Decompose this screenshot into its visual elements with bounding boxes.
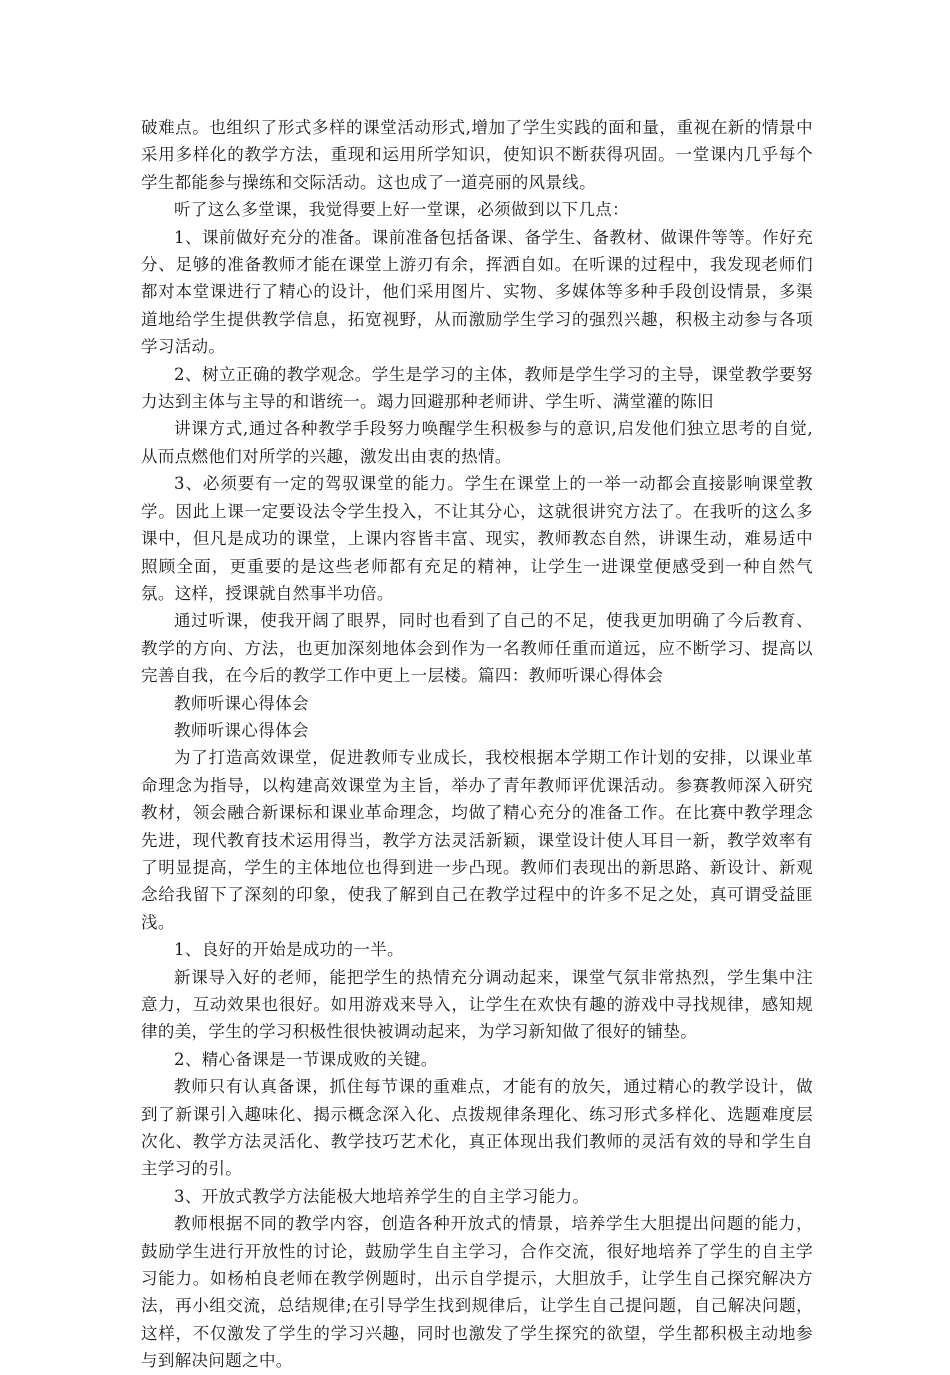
point-heading-1: 1、良好的开始是成功的一半。 xyxy=(174,940,404,960)
paragraph-point-2-cont: 讲课方式,通过各种教学手段努力唤醒学生积极参与的意识,启发他们独立思考的自觉,从而点燃他们对所学的兴趣，激发出由衷的热情。 xyxy=(141,419,813,466)
paragraph-point-2: 2、树立正确的教学观念。学生是学习的主体，教师是学生学习的主导，课堂教学要努力达到主体与主导的和谐统一。竭力回避那种老师讲、学生听、满堂灌的陈旧 xyxy=(141,364,813,412)
paragraph-intro-points: 听了这么多堂课，我觉得要上好一堂课，必须做到以下几点： xyxy=(174,200,629,220)
point-heading-2: 2、精心备课是一节课成败的关键。 xyxy=(174,1049,438,1069)
paragraph-point-1-body: 新课导入好的老师，能把学生的热情充分调动起来，课堂气氛非常热烈，学生集中注意力，互动效果也很好。如用游戏来导入，让学生在欢快有趣的游戏中寻找规律，感知规律的美，学生的学习积极性很快被调动起来，为学习新知做了很好的铺垫。 xyxy=(141,967,813,1042)
paragraph-point-1: 1、课前做好充分的准备。课前准备包括备课、备学生、备教材、做课件等等。作好充分、足够的准备教师才能在课堂上游刃有余，挥洒自如。在听课的过程中，我发现老师们都对本堂课进行了精心的设计，他们采用图片、实物、多媒体等多种手段创设情景，多渠道地给学生提供教学信息，拓宽视野，从而激励学生学习的强烈兴趣，积极主动参与各项学习活动。 xyxy=(141,227,813,357)
paragraph-continuation: 破难点。也组织了形式多样的课堂活动形式,增加了学生实践的面和量，重视在新的情景中采用多样化的教学方法，重现和运用所学知识，使知识不断获得巩固。一堂课内几乎每个学生都能参与操练和交际活动。这也成了一道亮丽的风景线。 xyxy=(141,118,813,192)
paragraph-conclusion: 通过听课，使我开阔了眼界，同时也看到了自己的不足，使我更加明确了今后教育、教学的方向、方法，也更加深刻地体会到作为一名教师任重而道远，应不断学习、提高以完善自我，在今后的教学工作中更上一层楼。篇四：教师听课心得体会 xyxy=(141,611,813,686)
section-title: 教师听课心得体会 xyxy=(174,693,309,713)
section-subtitle: 教师听课心得体会 xyxy=(174,720,309,740)
paragraph-point-3: 3、必须要有一定的驾驭课堂的能力。学生在课堂上的一举一动都会直接影响课堂教学。因此上课一定要设法令学生投入，不让其分心，这就很讲究方法了。在我听的这么多课中，但凡是成功的课堂，上课内容皆丰富、现实，教师教态自然，讲课生动，难易适中照顾全面，更重要的是这些老师都有充足的精神，让学生一进课堂便感受到一种自然气氛。这样，授课就自然事半功倍。 xyxy=(141,474,813,603)
paragraph-background: 为了打造高效课堂，促进教师专业成长，我校根据本学期工作计划的安排，以课业革命理念为指导，以构建高效课堂为主旨，举办了青年教师评优课活动。参赛教师深入研究教材，领会融合新课标和课业革命理念，均做了精心充分的准备工作。在比赛中教学理念先进，现代教育技术运用得当，教学方法灵活新颖，课堂设计使人耳目一新，教学效率有了明显提高，学生的主体地位也得到进一步凸现。教师们表现出的新思路、新设计、新观念给我留下了深刻的印象，使我了解到自己在教学过程中的许多不足之处，真可谓受益匪浅。 xyxy=(141,748,813,932)
paragraph-point-2-body: 教师只有认真备课，抓住每节课的重难点，才能有的放矢，通过精心的教学设计，做到了新课引入趣味化、揭示概念深入化、点拨规律条理化、练习形式多样化、选题难度层次化、教学方法灵活化、教学技巧艺术化，真正体现出我们教师的灵活有效的导和学生自主学习的引。 xyxy=(141,1077,813,1179)
document-body xyxy=(141,114,813,1375)
paragraph-point-3-body: 教师根据不同的教学内容，创造各种开放式的情景，培养学生大胆提出问题的能力，鼓励学生进行开放性的讨论，鼓励学生自主学习，合作交流，很好地培养了学生的自主学习能力。如杨柏良老师在教学例题时，出示自学提示，大胆放手，让学生自己探究解决方法，再小组交流，总结规律;在引导学生找到规律后，让学生自己提问题，自己解决问题，这样，不仅激发了学生的学习兴趣，同时也激发了学生探究的欲望，学生都积极主动地参与到解决问题之中。 xyxy=(141,1214,813,1371)
point-heading-3: 3、开放式教学方法能极大地培养学生的自主学习能力。 xyxy=(174,1186,590,1206)
